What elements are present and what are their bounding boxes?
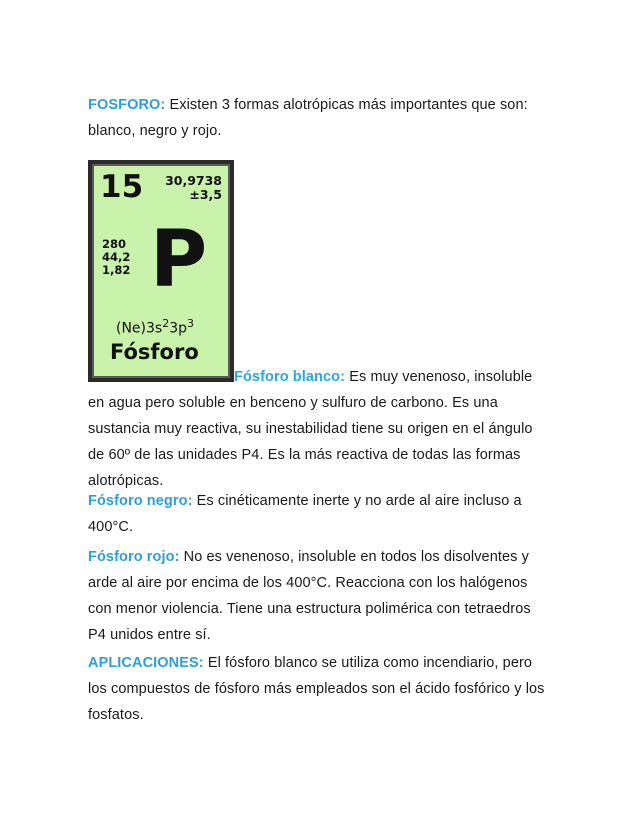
atomic-number: 15 [100,169,144,205]
config-s-exponent: 2 [162,317,170,330]
config-core: (Ne)3s [116,320,163,337]
atomic-mass-block [165,174,222,202]
red-label: Fósforo rojo: [88,549,180,565]
physical-properties [102,238,130,277]
black-phosphorus-paragraph [88,488,550,540]
element-name: Fósforo [110,340,199,364]
red-text: No es venenoso, insoluble en todos los disolventes y arde al aire por encima de los 400°C. Reacciona con los halógenos con menor violencia. Tiene una estructura polimérica con tetraedros P4 unidos entre sí. [88,549,531,643]
intro-text: Existen 3 formas alotrópicas más importantes que son: blanco, negro y rojo. [88,97,528,139]
melting-point: 44,2 [102,250,131,264]
atomic-mass: 30,9738 [165,173,222,188]
red-phosphorus-paragraph [88,544,550,648]
electron-configuration [116,316,194,337]
white-label: Fósforo blanco: [234,369,346,385]
white-phosphorus-paragraph [88,364,550,494]
phosphorus-element-card [88,160,234,382]
config-p: 3p [169,320,188,337]
element-symbol: P [150,215,208,305]
config-p-exponent: 3 [187,317,195,330]
applications-label: APLICACIONES: [88,655,204,671]
boiling-point: 280 [102,237,127,251]
intro-label: FOSFORO: [88,97,166,113]
density: 1,82 [102,263,131,277]
black-text: Es cinéticamente inerte y no arde al aire incluso a 400°C. [88,493,522,535]
black-label: Fósforo negro: [88,493,193,509]
white-text: Es muy venenoso, insoluble en agua pero soluble en benceno y sulfuro de carbono. Es una sustancia muy reactiva, su inestabilidad tiene su origen en el ángulo de 60º de las unidades P4. Es la más reactiva de todas las formas alotrópicas. [88,369,533,489]
oxidation-states: ±3,5 [189,187,222,202]
applications-paragraph [88,650,550,728]
element-card-face [92,164,230,378]
applications-text: El fósforo blanco se utiliza como incendiario, pero los compuestos de fósforo más empleados son el ácido fosfórico y los fosfatos. [88,655,545,723]
intro-paragraph [88,92,550,144]
